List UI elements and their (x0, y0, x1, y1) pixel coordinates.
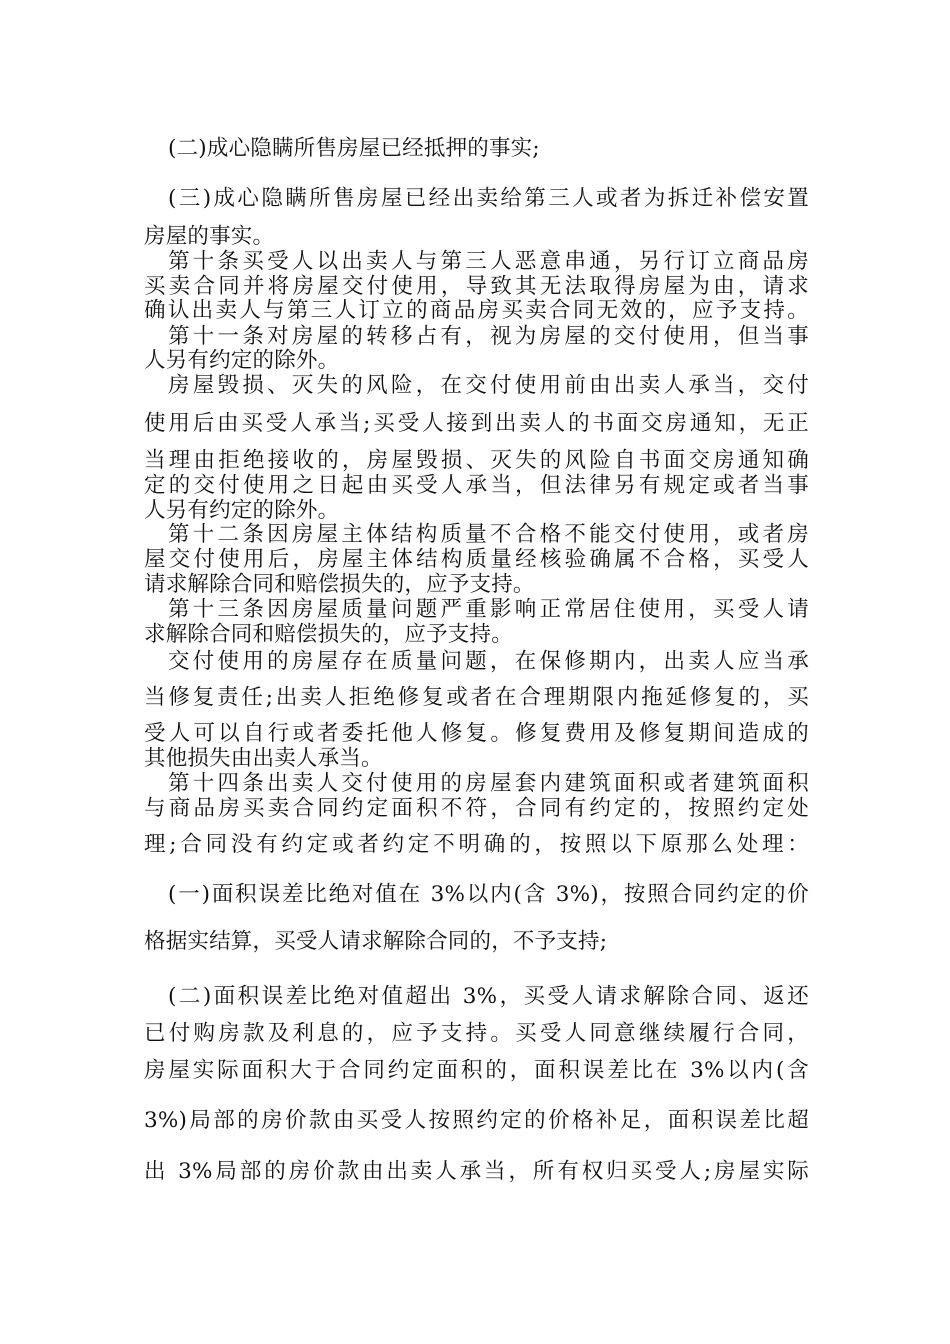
text-line: 请求解除合同和赔偿损失的，应予支持。 (144, 572, 535, 597)
text-line: 交付使用的房屋存在质量问题，在保修期内，出卖人应当承 (168, 649, 809, 674)
text-line: 房屋的事实。 (144, 224, 275, 249)
text-line: 第十三条因房屋质量问题严重影响正常居住使用，买受人请 (168, 597, 809, 622)
text-line: 屋交付使用后，房屋主体结构质量经核验确属不合格，买受人 (144, 547, 809, 572)
text-line: 确认出卖人与第三人订立的商品房买卖合同无效的，应予支持。 (144, 298, 809, 323)
text-line: 房屋实际面积大于合同约定面积的，面积误差比在 3%以内(含 (144, 1058, 809, 1083)
text-line: 房屋毁损、灭失的风险，在交付使用前由出卖人承当，交付 (168, 373, 809, 398)
text-line: 买卖合同并将房屋交付使用，导致其无法取得房屋为由，请求 (144, 274, 809, 299)
text-line: 已付购房款及利息的，应予支持。买受人同意继续履行合同， (144, 1021, 809, 1046)
text-line: 人另有约定的除外。 (144, 498, 340, 523)
text-line: 3%)局部的房价款由买受人按照约定的价格补足，面积误差比超 (144, 1108, 809, 1133)
text-line: 与商品房买卖合同约定面积不符，合同有约定的，按照约定处 (144, 796, 809, 821)
text-line: 人另有约定的除外。 (144, 348, 340, 373)
text-line: 当理由拒绝接收的，房屋毁损、灭失的风险自书面交房通知确 (144, 448, 809, 473)
text-line: 受人可以自行或者委托他人修复。修复费用及修复期间造成的 (144, 721, 809, 746)
text-line: (一)面积误差比绝对值在 3%以内(含 3%)，按照合同约定的价 (168, 882, 809, 907)
text-line: 当修复责任;出卖人拒绝修复或者在合理期限内拖延修复的，买 (144, 685, 809, 710)
text-line: 格据实结算，买受人请求解除合同的，不予支持; (144, 929, 608, 954)
text-line: (三)成心隐瞒所售房屋已经出卖给第三人或者为拆迁补偿安置 (168, 186, 809, 211)
text-line: 出 3%局部的房价款由出卖人承当，所有权归买受人;房屋实际 (144, 1159, 809, 1184)
text-line: (二)成心隐瞒所售房屋已经抵押的事实; (168, 136, 540, 161)
text-line: 定的交付使用之日起由买受人承当，但法律另有规定或者当事 (144, 473, 809, 498)
text-line: 第十二条因房屋主体结构质量不合格不能交付使用，或者房 (168, 522, 809, 547)
text-line: (二)面积误差比绝对值超出 3%，买受人请求解除合同、返还 (168, 984, 809, 1009)
text-line: 其他损失由出卖人承当。 (144, 746, 383, 771)
text-line: 求解除合同和赔偿损失的，应予支持。 (144, 622, 513, 647)
text-line: 第十四条出卖人交付使用的房屋套内建筑面积或者建筑面积 (168, 771, 809, 796)
text-line: 第十一条对房屋的转移占有，视为房屋的交付使用，但当事 (168, 324, 809, 349)
text-line: 使用后由买受人承当;买受人接到出卖人的书面交房通知，无正 (144, 411, 809, 436)
text-line: 理;合同没有约定或者约定不明确的，按照以下原那么处理： (144, 832, 809, 857)
text-line: 第十条买受人以出卖人与第三人恶意串通，另行订立商品房 (168, 249, 809, 274)
